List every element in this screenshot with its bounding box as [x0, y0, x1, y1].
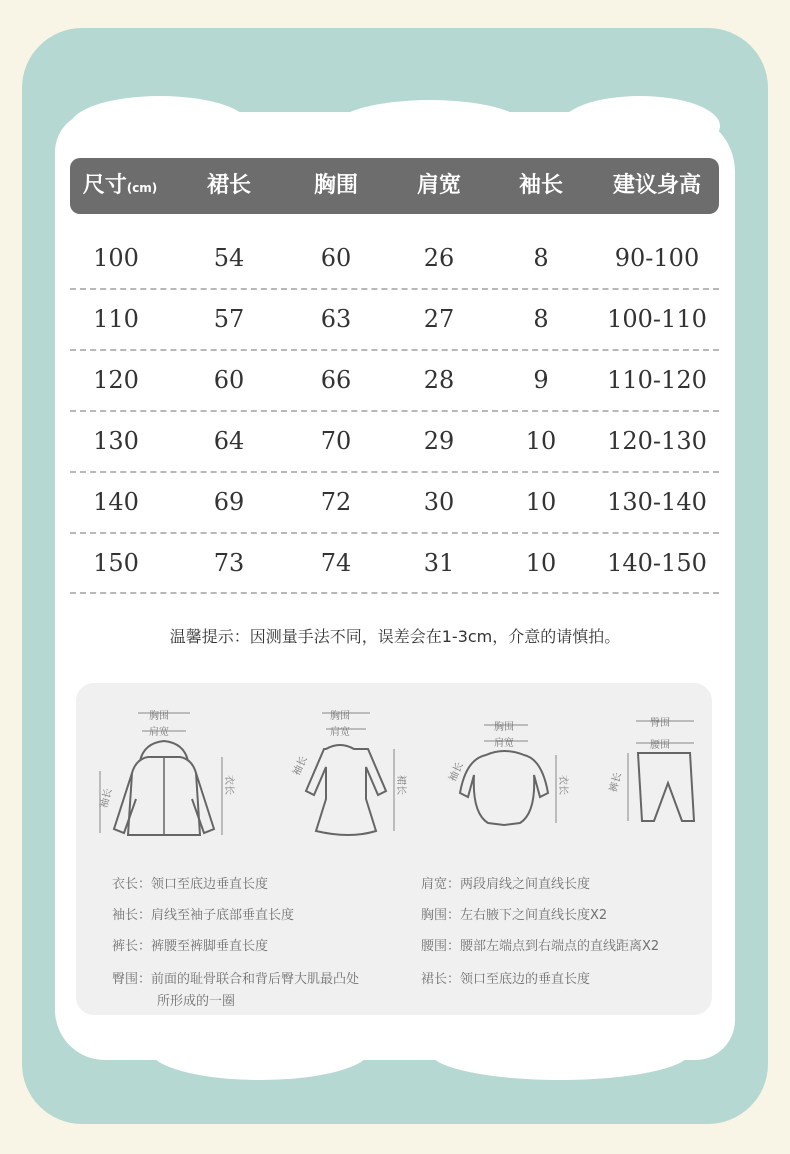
dress-icon: [290, 703, 410, 843]
cell-size: 130: [93, 427, 139, 455]
pants-icon: [604, 703, 704, 843]
header-sleeve: 袖长: [518, 173, 563, 198]
header-shoulder: 肩宽: [416, 173, 461, 198]
coat-sleeve-label: 袖长: [98, 787, 115, 810]
dress-shoulder-label: 肩宽: [330, 727, 350, 738]
romper-shoulder-label: 肩宽: [494, 738, 514, 749]
cell-shoulder: 27: [423, 305, 455, 333]
definition-item: 肩宽：两段肩线之间直线长度: [421, 877, 591, 892]
definition-item: 袖长：肩线至袖子底部垂直长度: [112, 908, 295, 923]
pants-hip-label: 臀围: [650, 718, 670, 729]
definition-item: 衣长：领口至底边垂直长度: [112, 877, 269, 892]
cell-shoulder: 26: [423, 244, 455, 272]
cell-sleeve: 10: [525, 488, 557, 516]
card-wave: [70, 96, 250, 156]
cell-shoulder: 30: [423, 488, 455, 516]
cell-size: 150: [93, 549, 139, 577]
cell-size: 140: [93, 488, 139, 516]
cell-size: 120: [93, 366, 139, 394]
header-chest: 胸围: [313, 173, 358, 198]
coat-length-label: 衣长: [223, 775, 234, 795]
table-row: [70, 411, 719, 472]
coat-figure: [92, 703, 242, 843]
definition-item: 胸围：左右腋下之间直线长度X2: [421, 908, 608, 923]
cell-length: 60: [213, 366, 245, 394]
definition-continuation: 所形成的一圈: [157, 994, 236, 1009]
cell-length: 73: [213, 549, 245, 577]
table-row: [70, 533, 719, 594]
romper-icon: [444, 703, 574, 843]
dress-chest-label: 胸围: [330, 711, 350, 722]
cell-length: 57: [213, 305, 245, 333]
cell-chest: 72: [320, 488, 352, 516]
cell-sleeve: 10: [525, 427, 557, 455]
cell-chest: 60: [320, 244, 352, 272]
dress-sleeve-label: 袖长: [291, 754, 310, 778]
cell-shoulder: 29: [423, 427, 455, 455]
romper-chest-label: 胸围: [494, 722, 514, 733]
header-size: 尺寸(cm): [82, 173, 158, 198]
definition-item: 裤长：裤腰至裤脚垂直长度: [112, 939, 269, 954]
pants-waist-label: 腰围: [650, 740, 670, 751]
cell-height: 130-140: [607, 488, 707, 516]
cell-length: 69: [213, 488, 245, 516]
cell-length: 54: [213, 244, 245, 272]
definition-item: 腰围：腰部左端点到右端点的直线距离X2: [421, 939, 660, 954]
table-row: [70, 289, 719, 350]
cell-chest: 66: [320, 366, 352, 394]
cell-height: 110-120: [607, 366, 707, 394]
pants-length-label: 裤长: [608, 771, 625, 794]
coat-icon: [92, 703, 242, 843]
cell-sleeve: 10: [525, 549, 557, 577]
coat-chest-label: 胸围: [149, 711, 169, 722]
table-row: [70, 472, 719, 533]
cell-height: 140-150: [607, 549, 707, 577]
pants-figure: [604, 703, 704, 843]
cell-length: 64: [213, 427, 245, 455]
cell-chest: 74: [320, 549, 352, 577]
header-height: 建议身高: [612, 173, 701, 198]
table-row: [70, 228, 719, 289]
header-length: 裙长: [206, 173, 251, 198]
measurement-tip: 温馨提示：因测量手法不同，误差会在1-3cm，介意的请慎拍。: [169, 627, 621, 646]
cell-sleeve: 8: [533, 244, 549, 272]
cell-chest: 63: [320, 305, 352, 333]
size-table-header: [70, 158, 719, 214]
dress-figure: [290, 703, 410, 843]
cell-size: 110: [93, 305, 139, 333]
cell-shoulder: 31: [423, 549, 455, 577]
cell-chest: 70: [320, 427, 352, 455]
cell-shoulder: 28: [423, 366, 455, 394]
cell-sleeve: 9: [533, 366, 549, 394]
row-divider: [70, 592, 719, 594]
romper-figure: [444, 703, 574, 843]
cell-size: 100: [93, 244, 139, 272]
definition-item: 臀围：前面的耻骨联合和背后臀大肌最凸处: [112, 972, 360, 987]
coat-shoulder-label: 肩宽: [149, 727, 169, 738]
card-wave: [560, 96, 720, 156]
cell-height: 90-100: [614, 244, 700, 272]
card-wave: [330, 100, 530, 160]
card-wave: [430, 1024, 690, 1080]
card-wave: [150, 1020, 370, 1080]
dress-length-label: 裙长: [395, 775, 406, 795]
cell-height: 100-110: [607, 305, 707, 333]
cell-height: 120-130: [607, 427, 707, 455]
romper-length-label: 衣长: [557, 775, 568, 795]
definition-item: 裙长：领口至底边的垂直长度: [421, 972, 591, 987]
romper-sleeve-label: 袖长: [447, 760, 466, 784]
table-row: [70, 350, 719, 411]
cell-sleeve: 8: [533, 305, 549, 333]
